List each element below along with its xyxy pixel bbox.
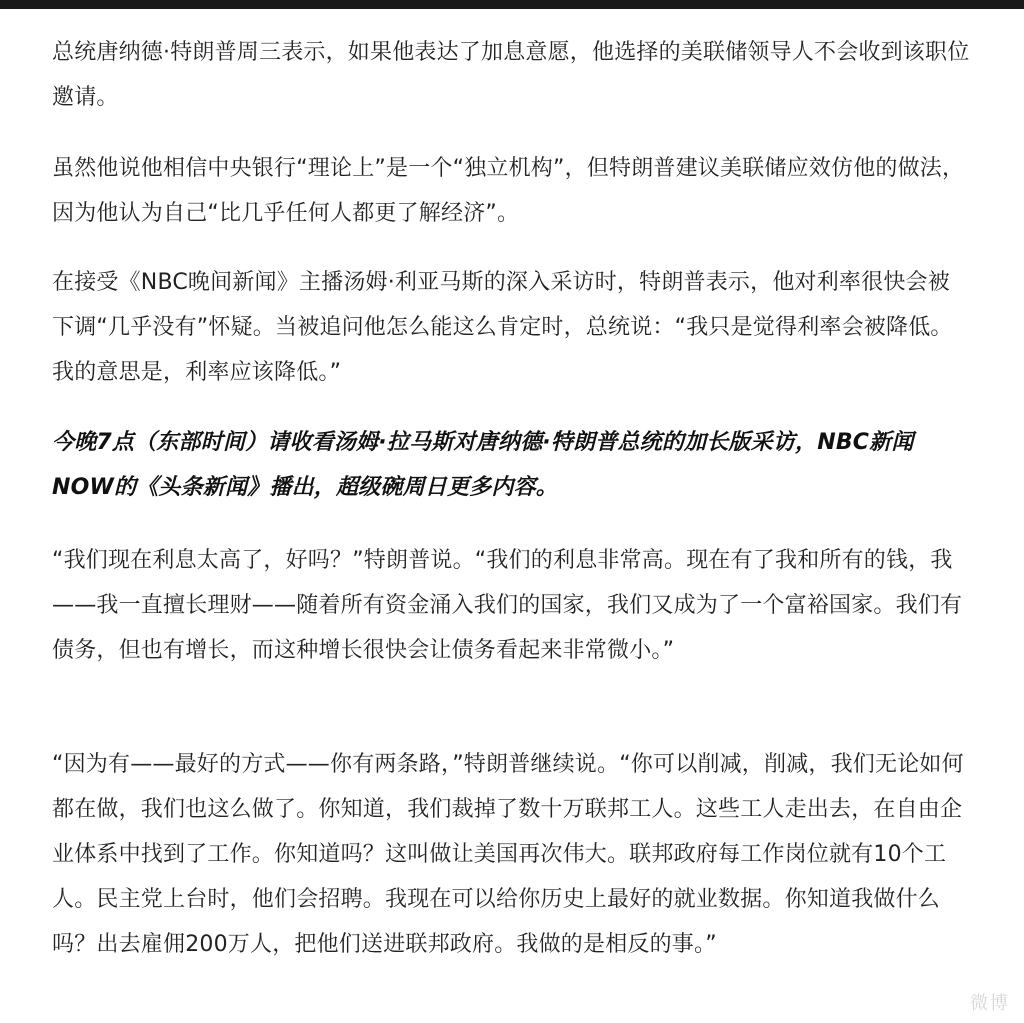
- top-bar: [0, 0, 1024, 9]
- watermark: 微博: [970, 993, 1010, 1014]
- promo-paragraph: 今晚7点（东部时间）请收看汤姆·拉马斯对唐纳德·特朗普总统的加长版采访，NBC新闻NOW的《头条新闻》播出，超级碗周日更多内容。: [52, 430, 914, 500]
- paragraph-5: “我们现在利息太高了，好吗？”特朗普说。“我们的利息非常高。现在有了我和所有的钱，我——我一直擅长理财——随着所有资金涌入我们的国家，我们又成为了一个富裕国家。我们有债务，但也有增长，而这种增长很快会让债务看起来非常微小。”: [52, 548, 963, 663]
- paragraph-3: 在接受《NBC晚间新闻》主播汤姆·利亚马斯的深入采访时，特朗普表示，他对利率很快会被下调“几乎没有”怀疑。当被追问他怎么能这么肯定时，总统说：“我只是觉得利率会被降低。我的意思是，利率应该降低。”: [52, 270, 953, 385]
- paragraph-1: 总统唐纳德·特朗普周三表示，如果他表达了加息意愿，他选择的美联储领导人不会收到该职位邀请。: [52, 40, 970, 110]
- paragraph-2: 虽然他说他相信中央银行“理论上”是一个“独立机构”，但特朗普建议美联储应效仿他的做法，因为他认为自己“比几乎任何人都更了解经济”。: [52, 156, 965, 226]
- article-body: [52, 30, 972, 957]
- paragraph-6: “因为有——最好的方式——你有两条路，”特朗普继续说。“你可以削减，削减，我们无论如何都在做，我们也这么做了。你知道，我们裁掉了数十万联邦工人。这些工人走出去，在自由企业体系中找到了工作。你知道吗？这叫做让美国再次伟大。联邦政府每工作岗位就有10个工人。民主党上台时，他们会招聘。我现在可以给你历史上最好的就业数据。你知道我做什么吗？出去雇佣200万人，把他们送进联邦政府。我做的是相反的事。”: [52, 752, 964, 957]
